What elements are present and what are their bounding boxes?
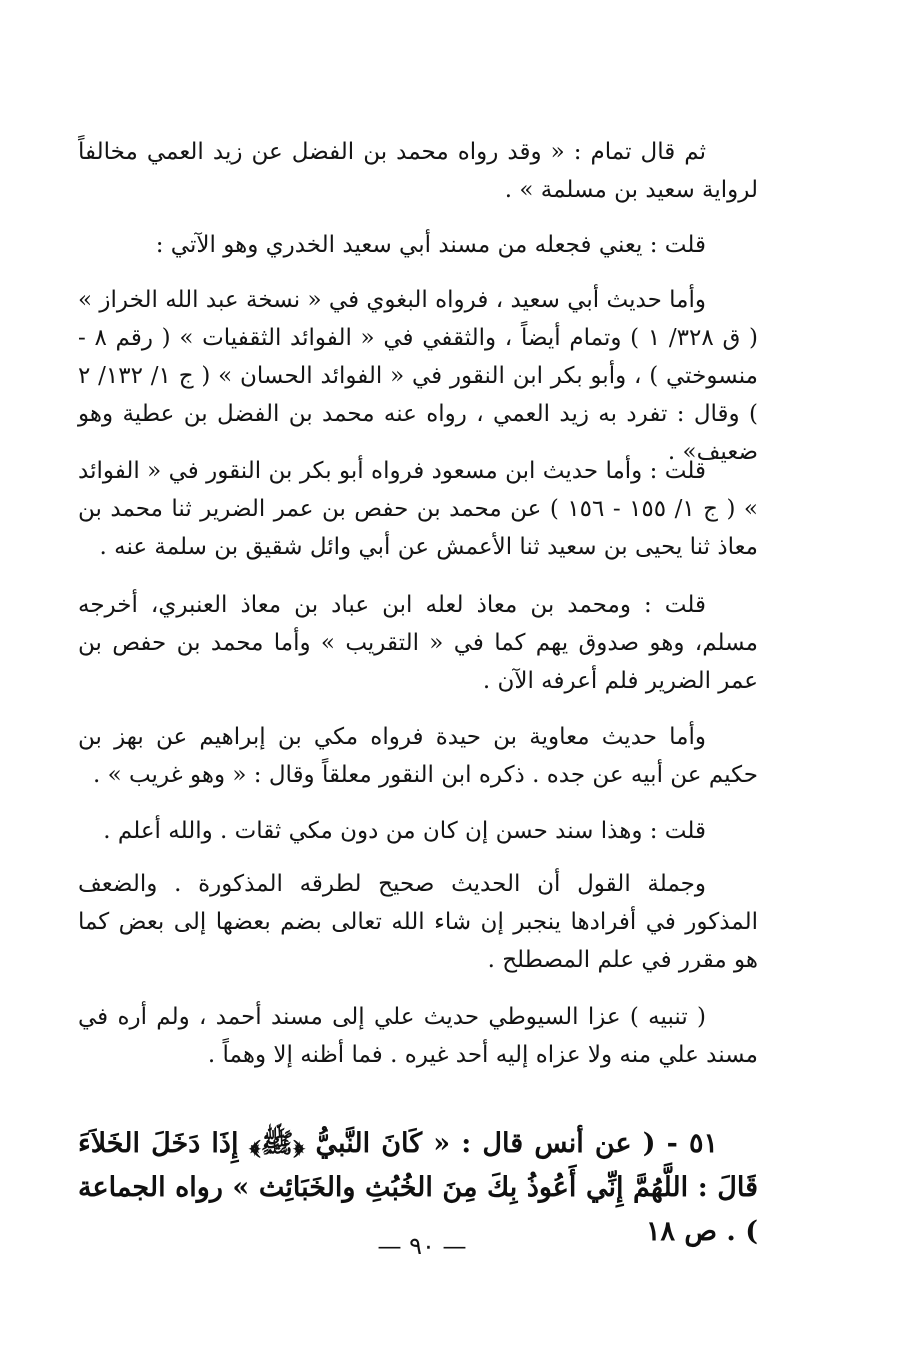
hadith-51-heading: ٥١ - ( عن أنس قال : « كَانَ النَّبيُّ ﴿ﷺ﴾ إِذَا دَخَلَ الخَلاَءَ قَالَ : اللَّهُمَّ إِنِّي أَعُوذُ بِكَ مِنَ الخُبُثِ والخَبَائِث » رواه الجماعة ) . ص ١٨: [78, 1128, 758, 1247]
paragraph-abu-said-note: قلت : يعني فجعله من مسند أبي سعيد الخدري وهو الآتي :: [155, 232, 706, 258]
paragraph-tanbih-note: ( تنبيه ) عزا السيوطي حديث علي إلى مسند أحمد ، ولم أره في مسند علي منه ولا عزاه إليه أحد غيره . فما أظنه إلا وهماً .: [78, 1004, 758, 1068]
page-number: — ٩٠ —: [377, 1232, 467, 1260]
paragraph-ibn-masud-hadith: قلت : وأما حديث ابن مسعود فرواه أبو بكر بن النقور في « الفوائد » ( ج ١/ ١٥٥ - ١٥٦ ) عن محمد بن حفص بن عمر الضرير ثنا محمد بن معاذ ثنا يحيى بن سعيد ثنا الأعمش عن أبي وائل شقيق بن سلمة عنه .: [78, 458, 758, 560]
paragraph-muhammad-bin-muadh: قلت : ومحمد بن معاذ لعله ابن عباد بن معاذ العنبري، أخرجه مسلم، وهو صدوق يهم كما في « التقريب » وأما محمد بن حفص بن عمر الضرير فلم أعرفه الآن .: [78, 592, 758, 694]
paragraph-sanad-hasan: قلت : وهذا سند حسن إن كان من دون مكي ثقات . والله أعلم .: [103, 818, 706, 844]
paragraph-tammam-quote: ثم قال تمام : « وقد رواه محمد بن الفضل عن زيد العمي مخالفاً لرواية سعيد بن مسلمة » .: [78, 139, 758, 203]
paragraph-conclusion: وجملة القول أن الحديث صحيح لطرقه المذكورة . والضعف المذكور في أفرادها ينجبر إن شاء الله تعالى بضم بعضها إلى بعض كما هو مقرر في علم المصطلح .: [78, 871, 758, 973]
paragraph-abu-said-hadith: وأما حديث أبي سعيد ، فرواه البغوي في « نسخة عبد الله الخراز » ( ق ٣٢٨/ ١ ) وتمام أيضاً ، والثقفي في « الفوائد الثقفيات » ( رقم ٨ - منسوختي ) ، وأبو بكر ابن النقور في « الفوائد الحسان » ( ج ١/ ١٣٢/ ٢ ) وقال : تفرد به زيد العمي ، رواه عنه محمد بن الفضل بن عطية وهو ضعيف» .: [78, 287, 758, 465]
paragraph-muawiya-hadith: وأما حديث معاوية بن حيدة فرواه مكي بن إبراهيم عن بهز بن حكيم عن أبيه عن جده . ذكره ابن النقور معلقاً وقال : « وهو غريب » .: [78, 724, 758, 788]
